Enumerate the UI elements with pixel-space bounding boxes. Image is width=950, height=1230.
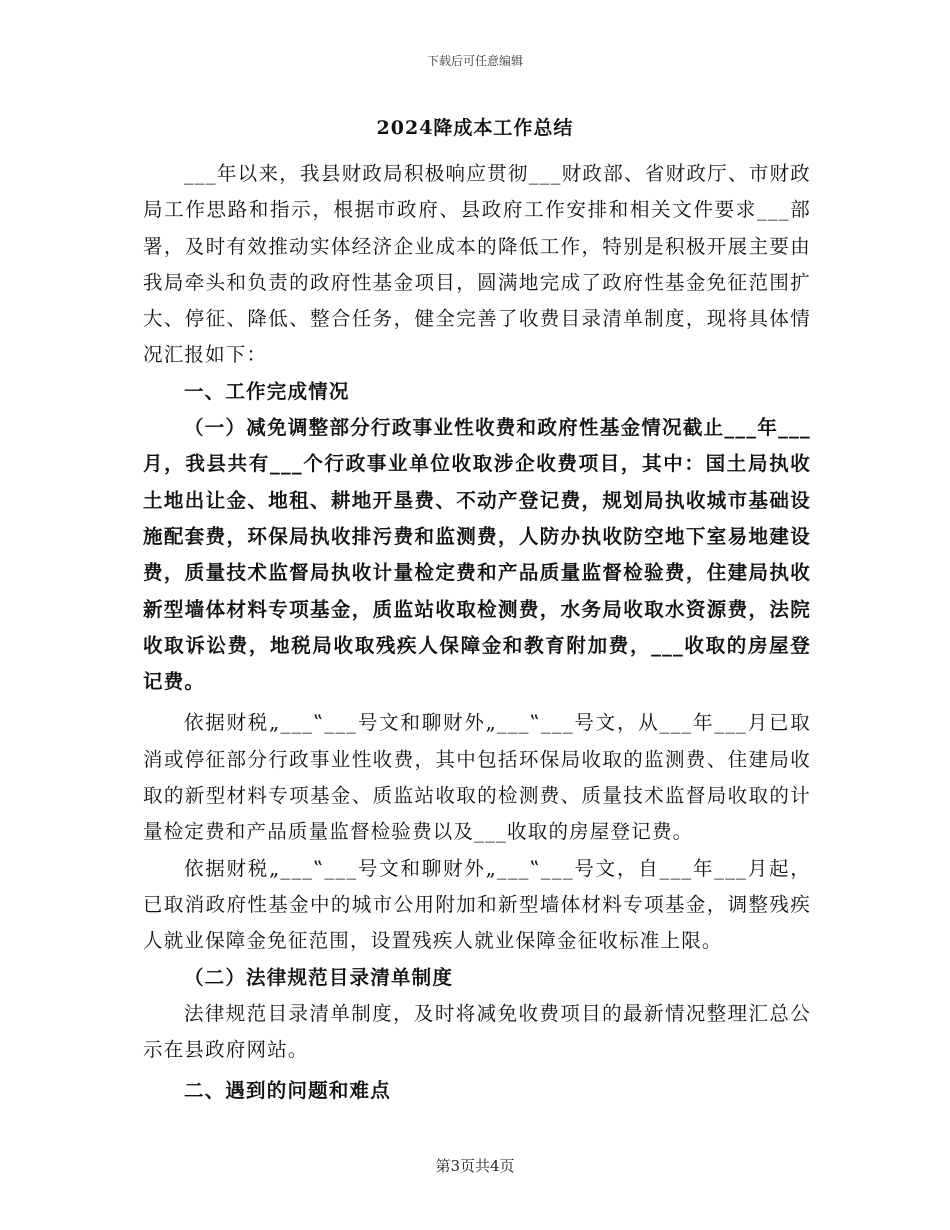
section-heading-2: 二、遇到的问题和难点 — [183, 1079, 391, 1103]
document-title: 2024降成本工作总结 — [376, 117, 574, 139]
body-paragraph-catalog: 法律规范目录清单制度，及时将减免收费项目的最新情况整理汇总公示在县政府网站。 — [143, 1001, 811, 1062]
section-heading-1: 一、工作完成情况 — [183, 379, 350, 403]
document-body — [143, 156, 811, 1110]
body-paragraph-basis-1: 依据财税„___‟___号文和聊财外„___‟___号文，从___年___月已取消或停征部分行政事业性收费，其中包括环保局收取的监测费、住建局收取的新型材料专项基金、质监站收取的检测费、质量技术监督局收取的计量检定费和产品质量监督检验费以及___收取的房屋登记费。 — [143, 711, 811, 844]
subsection-heading-2: （二）法律规范目录清单制度 — [183, 965, 454, 989]
page-header: 下载后可任意编辑 — [426, 54, 523, 68]
intro-paragraph: ___年以来，我县财政局积极响应贯彻___财政部、省财政厅、市财政局工作思路和指示，根据市政府、县政府工作安排和相关文件要求___部署，及时有效推动实体经济企业成本的降低工作，特别是积极开展主要由我局牵头和负责的政府性基金项目，圆满地完成了政府性基金免征范围扩大、停征、降低、整合任务，健全完善了收费目录清单制度，现将具体情况汇报如下： — [143, 162, 811, 367]
body-paragraph-basis-2: 依据财税„___‟___号文和聊财外„___‟___号文，自___年___月起，已取消政府性基金中的城市公用附加和新型墙体材料专项基金，调整残疾人就业保障金免征范围，设置残疾人就业保障金征收标准上限。 — [143, 856, 811, 953]
subsection-paragraph-1: （一）减免调整部分行政事业性收费和政府性基金情况截止___年___月，我县共有___个行政事业单位收取涉企收费项目，其中：国土局执收土地出让金、地租、耕地开垦费、不动产登记费，规划局执收城市基础设施配套费，环保局执收排污费和监测费，人防办执收防空地下室易地建设费，质量技术监督局执收计量检定费和产品质量监督检验费，住建局执收新型墙体材料专项基金，质监站收取检测费，水务局收取水资源费，法院收取诉讼费，地税局收取残疾人保障金和教育附加费，___收取的房屋登记费。 — [143, 416, 811, 694]
page-footer: 第3页共4页 — [435, 1157, 515, 1175]
